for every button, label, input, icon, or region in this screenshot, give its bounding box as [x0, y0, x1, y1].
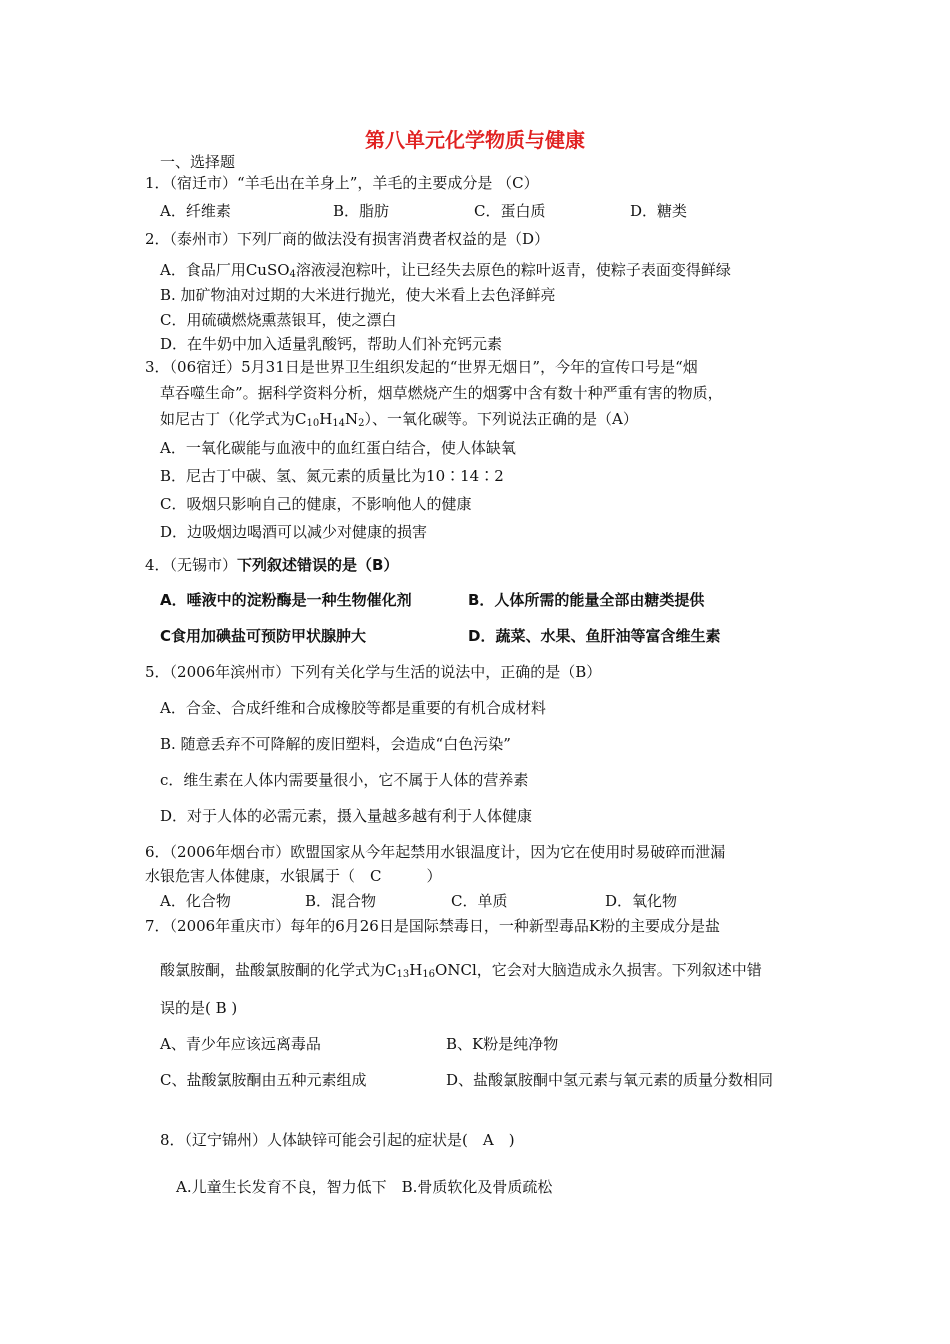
question-3-option-d: D．边吸烟边喝酒可以减少对健康的损害 [160, 523, 428, 541]
question-7-option-c: C、盐酸氯胺酮由五种元素组成 [160, 1071, 367, 1089]
question-5-option-b: B. 随意丢弃不可降解的废旧塑料，会造成“白色污染” [160, 735, 511, 753]
question-4-option-d: D．蔬菜、水果、鱼肝油等富含维生素 [468, 627, 721, 645]
question-3-option-b: B．尼古丁中碳、氢、氮元素的质量比为10∶14∶2 [160, 467, 504, 485]
question-1-option-a: A．纤维素 [160, 202, 231, 220]
question-7-option-b: B、K粉是纯净物 [446, 1035, 559, 1053]
question-1-option-b: B．脂肪 [333, 202, 390, 220]
question-5-option-d: D．对于人体的必需元素，摄入量越多越有利于人体健康 [160, 807, 533, 825]
question-3-stem-line-3: 如尼古丁（化学式为$C_{10}H_{14}N_2$）、一氧化碳等。下列说法正确的是（A） [160, 410, 638, 429]
question-8-stem: 8．（辽宁锦州）人体缺锌可能会引起的症状是( A ) [160, 1131, 515, 1149]
question-7-stem-line-1: 7．（2006年重庆市）每年的6月26日是国际禁毒日，一种新型毒品K粉的主要成分是盐 [145, 917, 721, 935]
question-1-option-d: D．糖类 [630, 202, 688, 220]
question-7-option-a: A、青少年应该远离毒品 [160, 1035, 321, 1053]
question-3-option-c: C．吸烟只影响自己的健康，不影响他人的健康 [160, 495, 472, 513]
question-4-option-c: C食用加碘盐可预防甲状腺肿大 [160, 627, 367, 645]
question-6-option-c: C．单质 [451, 892, 508, 910]
question-6-stem-line-2: 水银危害人体健康，水银属于（ C ） [145, 867, 442, 885]
question-8-options-a-b: A.儿童生长发育不良，智力低下 B.骨质软化及骨质疏松 [176, 1178, 553, 1196]
question-2-option-b: B. 加矿物油对过期的大米进行抛光，使大米看上去色泽鲜亮 [160, 286, 556, 304]
question-6-option-b: B．混合物 [305, 892, 377, 910]
question-7-stem-line-3: 误的是( B ) [160, 999, 238, 1017]
page-title: 第八单元化学物质与健康 [365, 128, 585, 152]
question-5-option-a: A．合金、合成纤维和合成橡胶等都是重要的有机合成材料 [160, 699, 546, 717]
question-4-option-b: B．人体所需的能量全部由糖类提供 [468, 591, 705, 609]
question-2-stem: 2．（泰州市）下列厂商的做法没有损害消费者权益的是（D） [145, 230, 550, 248]
question-5-option-c: c．维生素在人体内需要量很小，它不属于人体的营养素 [160, 771, 529, 789]
section-heading: 一、选择题 [160, 153, 236, 171]
question-6-stem-line-1: 6．（2006年烟台市）欧盟国家从今年起禁用水银温度计，因为它在使用时易破碎而泄漏 [145, 843, 726, 861]
question-2-option-d: D．在牛奶中加入适量乳酸钙，帮助人们补充钙元素 [160, 335, 503, 353]
question-3-stem-line-1: 3．（06宿迁）5月31日是世界卫生组织发起的“世界无烟日”，今年的宣传口号是“烟 [145, 358, 698, 376]
question-2-option-c: C．用硫磺燃烧熏蒸银耳，使之漂白 [160, 311, 397, 329]
question-2-option-a: A．食品厂用CuSO$_4$溶液浸泡粽叶，让已经失去原色的粽叶返青，使粽子表面变得鲜绿 [160, 261, 731, 280]
question-7-option-d: D、盐酸氯胺酮中氢元素与氧元素的质量分数相同 [446, 1071, 774, 1089]
question-4-option-a: A．唾液中的淀粉酶是一种生物催化剂 [160, 591, 412, 609]
question-5-stem: 5．（2006年滨州市）下列有关化学与生活的说法中，正确的是（B） [145, 663, 602, 681]
question-3-option-a: A．一氧化碳能与血液中的血红蛋白结合，使人体缺氧 [160, 439, 516, 457]
question-4-stem: 4．（无锡市）下列叙述错误的是（B） [145, 556, 399, 574]
question-3-stem-line-2: 草吞噬生命”。据科学资料分析，烟草燃烧产生的烟雾中含有数十种严重有害的物质， [160, 384, 723, 402]
question-1-stem: 1．（宿迁市）“羊毛出在羊身上”，羊毛的主要成分是 （C） [145, 174, 539, 192]
question-1-option-c: C．蛋白质 [474, 202, 546, 220]
question-7-stem-line-2: 酸氯胺酮，盐酸氯胺酮的化学式为$C_{13}H_{16}ONCl$，它会对大脑造成永久损害。下列叙述中错 [160, 961, 762, 980]
question-6-option-d: D．氧化物 [605, 892, 678, 910]
question-6-option-a: A．化合物 [160, 892, 231, 910]
